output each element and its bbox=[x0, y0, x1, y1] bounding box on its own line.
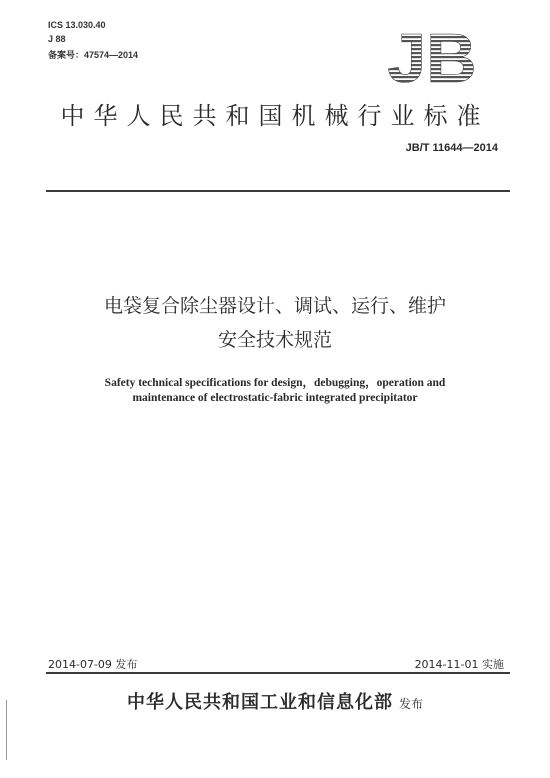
header-divider bbox=[46, 190, 510, 192]
publisher-name: 中华人民共和国工业和信息化部 bbox=[126, 692, 393, 713]
publisher-row bbox=[0, 688, 550, 714]
english-title-line-2: maintenance of electrostatic-fabric integrated precipitator bbox=[132, 392, 418, 404]
jb-logo-text: JB bbox=[387, 24, 477, 88]
standard-category: 中华人民共和国机械行业标准 bbox=[60, 102, 490, 130]
ics-code: ICS 13.030.40 bbox=[48, 20, 106, 30]
issue-date: 2014-07-09 发布 bbox=[48, 658, 138, 671]
chinese-title-line-1: 电袋复合除尘器设计、调试、运行、维护 bbox=[103, 295, 446, 317]
ccs-code: J 88 bbox=[48, 34, 66, 44]
chinese-title-line-2: 安全技术规范 bbox=[217, 329, 332, 351]
scan-artifact-line bbox=[6, 700, 7, 760]
implementation-date: 2014-11-01 实施 bbox=[414, 658, 504, 671]
jb-logo bbox=[376, 24, 488, 88]
record-number: 备案号：47574—2014 bbox=[48, 50, 139, 60]
publish-label: 发布 bbox=[398, 697, 423, 711]
footer-divider bbox=[46, 672, 510, 674]
standard-number: JB/T 11644—2014 bbox=[405, 142, 498, 154]
english-title-line-1: Safety technical specifications for design，debugging，operation and bbox=[104, 377, 446, 389]
